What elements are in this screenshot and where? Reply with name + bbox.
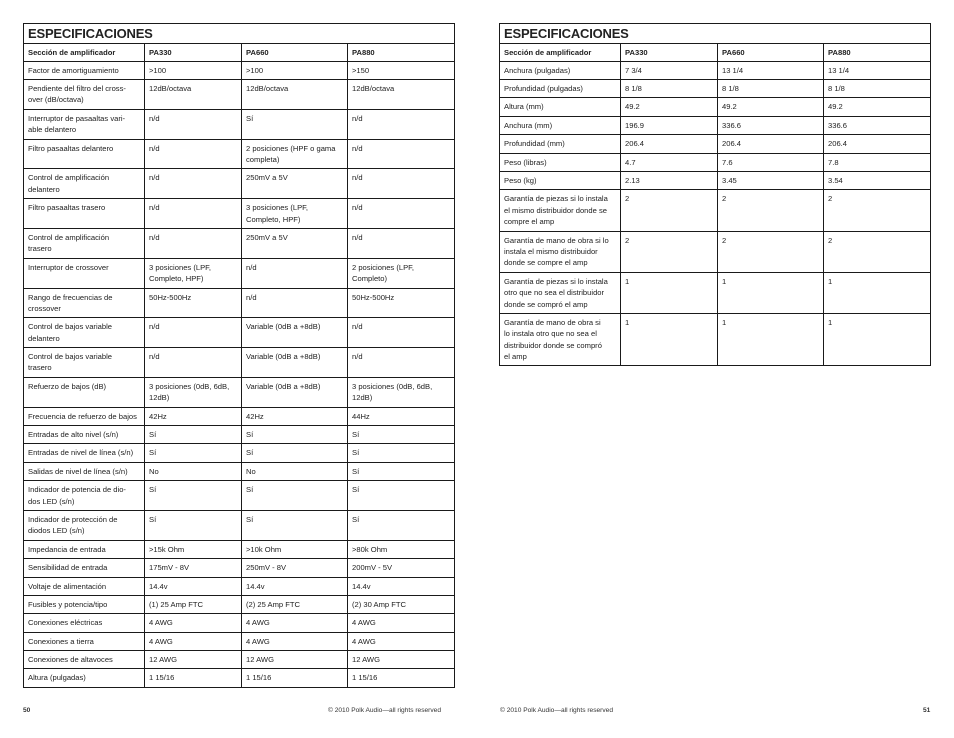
pa880-value: Sí	[348, 444, 455, 462]
pa880-value: Sí	[348, 510, 455, 540]
pa660-value: 13 1/4	[718, 61, 824, 79]
table-row	[24, 462, 455, 480]
pa330-value: 2.13	[621, 171, 718, 189]
pa880-value: 44Hz	[348, 407, 455, 425]
table-row	[24, 651, 455, 669]
table-row	[24, 559, 455, 577]
spec-label: Altura (mm)	[500, 98, 621, 116]
pa660-value: Sí	[242, 426, 348, 444]
pa880-value: 3 posiciones (0dB, 6dB, 12dB)	[348, 377, 455, 407]
table-row	[24, 426, 455, 444]
pa330-value: n/d	[145, 228, 242, 258]
pa880-value: 2	[824, 231, 931, 272]
pa880-value: >150	[348, 61, 455, 79]
section-title: ESPECIFICACIONES	[500, 24, 931, 44]
spec-label: Profundidad (mm)	[500, 135, 621, 153]
pa330-value: Sí	[145, 510, 242, 540]
pa330-value: 42Hz	[145, 407, 242, 425]
pa660-value: 4 AWG	[242, 614, 348, 632]
pa330-value: 49.2	[621, 98, 718, 116]
pa330-value: n/d	[145, 139, 242, 169]
pa660-value: 42Hz	[242, 407, 348, 425]
pa660-value: >100	[242, 61, 348, 79]
header-pa660: PA660	[718, 44, 824, 61]
spec-label: Pendiente del filtro del cross- over (dB/octava)	[24, 80, 145, 110]
table-row	[24, 288, 455, 318]
pa330-value: >15k Ohm	[145, 540, 242, 558]
spec-table-right	[499, 23, 931, 366]
pa880-value: 12dB/octava	[348, 80, 455, 110]
pa330-value: n/d	[145, 199, 242, 229]
table-row	[500, 61, 931, 79]
pa880-value: 50Hz-500Hz	[348, 288, 455, 318]
spec-label: Profundidad (pulgadas)	[500, 80, 621, 98]
spec-label: Refuerzo de bajos (dB)	[24, 377, 145, 407]
table-row	[500, 116, 931, 134]
pa880-value: Sí	[348, 426, 455, 444]
spec-label: Altura (pulgadas)	[24, 669, 145, 687]
header-pa330: PA330	[145, 44, 242, 61]
pa880-value: 8 1/8	[824, 80, 931, 98]
pa330-value: 196.9	[621, 116, 718, 134]
pa660-value: (2) 25 Amp FTC	[242, 595, 348, 613]
spec-label: Filtro pasaaltas delantero	[24, 139, 145, 169]
spec-label: Entradas de nivel de línea (s/n)	[24, 444, 145, 462]
pa660-value: 1 15/16	[242, 669, 348, 687]
pa660-value: 1	[718, 272, 824, 313]
pa880-value: 4 AWG	[348, 632, 455, 650]
pa880-value: 1	[824, 313, 931, 366]
pa330-value: 4 AWG	[145, 614, 242, 632]
pa660-value: Variable (0dB a +8dB)	[242, 348, 348, 378]
pa330-value: Sí	[145, 444, 242, 462]
pa660-value: Sí	[242, 481, 348, 511]
pa330-value: >100	[145, 61, 242, 79]
pa880-value: n/d	[348, 318, 455, 348]
spec-label: Rango de frecuencias de crossover	[24, 288, 145, 318]
pa330-value: 206.4	[621, 135, 718, 153]
pa660-value: Variable (0dB a +8dB)	[242, 377, 348, 407]
table-row	[24, 377, 455, 407]
pa660-value: 2 posiciones (HPF o gama completa)	[242, 139, 348, 169]
header-section: Sección de amplificador	[24, 44, 145, 61]
pa880-value: n/d	[348, 139, 455, 169]
table-row	[500, 135, 931, 153]
pa660-value: 8 1/8	[718, 80, 824, 98]
pa660-value: 12dB/octava	[242, 80, 348, 110]
table-row	[24, 577, 455, 595]
table-row	[500, 80, 931, 98]
table-row	[24, 61, 455, 79]
header-pa660: PA660	[242, 44, 348, 61]
right-page	[477, 0, 954, 738]
pa330-value: (1) 25 Amp FTC	[145, 595, 242, 613]
pa880-value: 49.2	[824, 98, 931, 116]
table-row	[24, 258, 455, 288]
pa880-value: 4 AWG	[348, 614, 455, 632]
header-section: Sección de amplificador	[500, 44, 621, 61]
table-row	[24, 510, 455, 540]
table-row	[24, 669, 455, 687]
spec-label: Garantía de piezas si lo instala otro que no sea el distribuidor donde se compró el amp	[500, 272, 621, 313]
spec-label: Control de bajos variable delantero	[24, 318, 145, 348]
section-title: ESPECIFICACIONES	[24, 24, 455, 44]
pa330-value: 1	[621, 272, 718, 313]
spec-label: Garantía de piezas si lo instala el mismo distribuidor donde se compre el amp	[500, 190, 621, 231]
pa660-value: n/d	[242, 288, 348, 318]
page-number-right: 51	[923, 707, 931, 714]
pa330-value: 1	[621, 313, 718, 366]
pa330-value: 14.4v	[145, 577, 242, 595]
pa330-value: 2	[621, 231, 718, 272]
pa330-value: No	[145, 462, 242, 480]
pa880-value: 2	[824, 190, 931, 231]
spec-label: Salidas de nivel de línea (s/n)	[24, 462, 145, 480]
table-header-row	[24, 44, 455, 61]
spec-label: Indicador de potencia de dio- dos LED (s/n)	[24, 481, 145, 511]
copyright-left: © 2010 Polk Audio—all rights reserved	[328, 707, 441, 714]
pa880-value: 1	[824, 272, 931, 313]
pa660-value: 206.4	[718, 135, 824, 153]
pa330-value: 4 AWG	[145, 632, 242, 650]
pa880-value: >80k Ohm	[348, 540, 455, 558]
spec-label: Sensibilidad de entrada	[24, 559, 145, 577]
pa660-value: 2	[718, 190, 824, 231]
pa880-value: 1 15/16	[348, 669, 455, 687]
table-row	[500, 171, 931, 189]
spec-label: Control de bajos variable trasero	[24, 348, 145, 378]
copyright-right: © 2010 Polk Audio—all rights reserved	[500, 707, 613, 714]
spec-label: Interruptor de crossover	[24, 258, 145, 288]
table-row	[24, 228, 455, 258]
pa660-value: 1	[718, 313, 824, 366]
pa660-value: 336.6	[718, 116, 824, 134]
pa330-value: 3 posiciones (LPF, Completo, HPF)	[145, 258, 242, 288]
table-row	[500, 98, 931, 116]
pa880-value: 2 posiciones (LPF, Completo)	[348, 258, 455, 288]
table-row	[500, 272, 931, 313]
pa660-value: 49.2	[718, 98, 824, 116]
pa330-value: 2	[621, 190, 718, 231]
pa880-value: n/d	[348, 228, 455, 258]
pa330-value: n/d	[145, 348, 242, 378]
table-row	[24, 614, 455, 632]
pa660-value: 3 posiciones (LPF, Completo, HPF)	[242, 199, 348, 229]
spec-label: Interruptor de pasaaltas vari- able delantero	[24, 109, 145, 139]
spec-label: Fusibles y potencia/tipo	[24, 595, 145, 613]
spec-label: Anchura (pulgadas)	[500, 61, 621, 79]
pa660-value: Variable (0dB a +8dB)	[242, 318, 348, 348]
pa880-value: n/d	[348, 348, 455, 378]
table-row	[24, 348, 455, 378]
pa660-value: 250mV a 5V	[242, 228, 348, 258]
page-number-left: 50	[23, 707, 31, 714]
pa660-value: 3.45	[718, 171, 824, 189]
table-row	[24, 595, 455, 613]
pa660-value: 12 AWG	[242, 651, 348, 669]
pa330-value: n/d	[145, 109, 242, 139]
pa660-value: 4 AWG	[242, 632, 348, 650]
pa660-value: >10k Ohm	[242, 540, 348, 558]
pa660-value: 250mV - 8V	[242, 559, 348, 577]
spec-label: Filtro pasaaltas trasero	[24, 199, 145, 229]
spec-label: Garantía de mano de obra si lo instala otro que no sea el distribuidor donde se compró el amp	[500, 313, 621, 366]
spec-label: Control de amplificación delantero	[24, 169, 145, 199]
pa880-value: 12 AWG	[348, 651, 455, 669]
pa660-value: No	[242, 462, 348, 480]
pa660-value: 7.6	[718, 153, 824, 171]
spec-table-left	[23, 23, 455, 688]
spec-label: Garantía de mano de obra si lo instala el mismo distribuidor donde se compre el amp	[500, 231, 621, 272]
table-row	[500, 153, 931, 171]
table-row	[500, 313, 931, 366]
pa330-value: 7 3/4	[621, 61, 718, 79]
table-row	[500, 190, 931, 231]
pa660-value: 14.4v	[242, 577, 348, 595]
spec-label: Impedancia de entrada	[24, 540, 145, 558]
table-row	[24, 632, 455, 650]
pa880-value: 336.6	[824, 116, 931, 134]
table-title-row	[500, 24, 931, 44]
pa880-value: 13 1/4	[824, 61, 931, 79]
spec-label: Peso (kg)	[500, 171, 621, 189]
table-row	[24, 444, 455, 462]
pa660-value: Sí	[242, 444, 348, 462]
pa880-value: 206.4	[824, 135, 931, 153]
pa880-value: (2) 30 Amp FTC	[348, 595, 455, 613]
table-row	[24, 109, 455, 139]
pa330-value: 12dB/octava	[145, 80, 242, 110]
pa660-value: Sí	[242, 510, 348, 540]
pa880-value: Sí	[348, 481, 455, 511]
pa330-value: 8 1/8	[621, 80, 718, 98]
table-title-row	[24, 24, 455, 44]
pa880-value: 200mV - 5V	[348, 559, 455, 577]
header-pa880: PA880	[348, 44, 455, 61]
pa330-value: 1 15/16	[145, 669, 242, 687]
spec-label: Voltaje de alimentación	[24, 577, 145, 595]
pa660-value: n/d	[242, 258, 348, 288]
spec-label: Conexiones eléctricas	[24, 614, 145, 632]
table-row	[500, 231, 931, 272]
pa330-value: n/d	[145, 318, 242, 348]
header-pa880: PA880	[824, 44, 931, 61]
pa880-value: n/d	[348, 169, 455, 199]
pa330-value: 3 posiciones (0dB, 6dB, 12dB)	[145, 377, 242, 407]
pa880-value: Sí	[348, 462, 455, 480]
spec-label: Anchura (mm)	[500, 116, 621, 134]
pa660-value: 250mV a 5V	[242, 169, 348, 199]
table-row	[24, 318, 455, 348]
spec-label: Peso (libras)	[500, 153, 621, 171]
table-row	[24, 80, 455, 110]
table-row	[24, 139, 455, 169]
header-pa330: PA330	[621, 44, 718, 61]
pa330-value: n/d	[145, 169, 242, 199]
table-row	[24, 481, 455, 511]
spec-label: Conexiones a tierra	[24, 632, 145, 650]
pa330-value: 50Hz-500Hz	[145, 288, 242, 318]
spec-label: Entradas de alto nivel (s/n)	[24, 426, 145, 444]
pa880-value: 14.4v	[348, 577, 455, 595]
pa880-value: 3.54	[824, 171, 931, 189]
spec-label: Factor de amortiguamiento	[24, 61, 145, 79]
pa330-value: 12 AWG	[145, 651, 242, 669]
table-row	[24, 199, 455, 229]
pa330-value: Sí	[145, 426, 242, 444]
table-row	[24, 407, 455, 425]
table-row	[24, 540, 455, 558]
pa330-value: Sí	[145, 481, 242, 511]
spec-label: Conexiones de altavoces	[24, 651, 145, 669]
table-header-row	[500, 44, 931, 61]
pa880-value: n/d	[348, 109, 455, 139]
spec-label: Control de amplificación trasero	[24, 228, 145, 258]
pa880-value: 7.8	[824, 153, 931, 171]
table-row	[24, 169, 455, 199]
spec-label: Frecuencia de refuerzo de bajos	[24, 407, 145, 425]
pa880-value: n/d	[348, 199, 455, 229]
spec-label: Indicador de protección de diodos LED (s/n)	[24, 510, 145, 540]
pa330-value: 4.7	[621, 153, 718, 171]
pa660-value: Sí	[242, 109, 348, 139]
pa660-value: 2	[718, 231, 824, 272]
pa330-value: 175mV - 8V	[145, 559, 242, 577]
